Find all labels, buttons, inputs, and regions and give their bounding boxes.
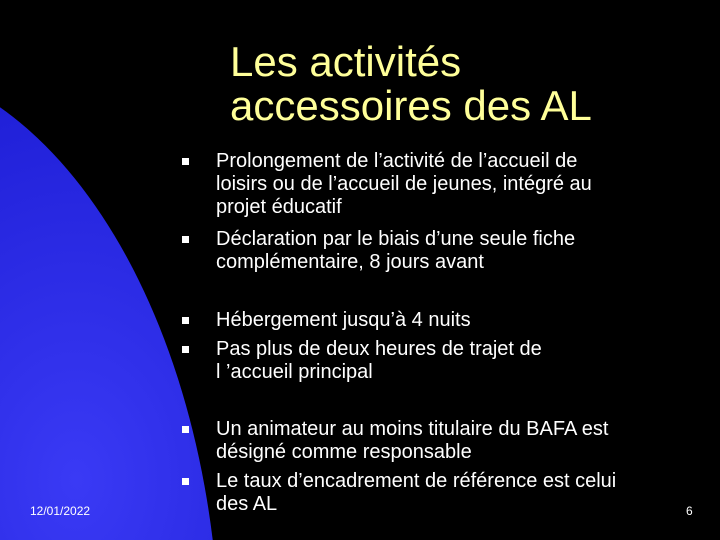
footer-date: 12/01/2022 (30, 504, 91, 518)
square-bullet-icon (182, 478, 189, 485)
bullet-text-line: Déclaration par le biais d’une seule fiche (216, 228, 576, 250)
bullet-text-line: loisirs ou de l’accueil de jeunes, intégré au (216, 173, 592, 195)
bullet-text-line: désigné comme responsable (216, 441, 472, 463)
bullet-text-line: Prolongement de l’activité de l’accueil de (216, 150, 578, 172)
square-bullet-icon (182, 317, 189, 324)
page-number: 6 (686, 504, 693, 518)
bullet-text-line: Hébergement jusqu’à 4 nuits (216, 309, 471, 331)
bullet-text-line: projet éducatif (216, 196, 342, 218)
square-bullet-icon (182, 426, 189, 433)
square-bullet-icon (182, 158, 189, 165)
bullet-text-line: des AL (216, 493, 278, 515)
slide-title (230, 40, 700, 128)
bullet-text-line: l ’accueil principal (216, 361, 373, 383)
slide-title-line: Les activités (230, 38, 462, 85)
bullet-text-line: Un animateur au moins titulaire du BAFA est (216, 418, 609, 440)
bullet-text-line: complémentaire, 8 jours avant (216, 251, 484, 273)
square-bullet-icon (182, 346, 189, 353)
bullet-text-line: Pas plus de deux heures de trajet de (216, 338, 542, 360)
bullet-text-line: Le taux d’encadrement de référence est celui (216, 470, 617, 492)
decorative-blue-arc (0, 60, 220, 540)
square-bullet-icon (182, 236, 189, 243)
slide-title-line: accessoires des AL (230, 82, 592, 129)
